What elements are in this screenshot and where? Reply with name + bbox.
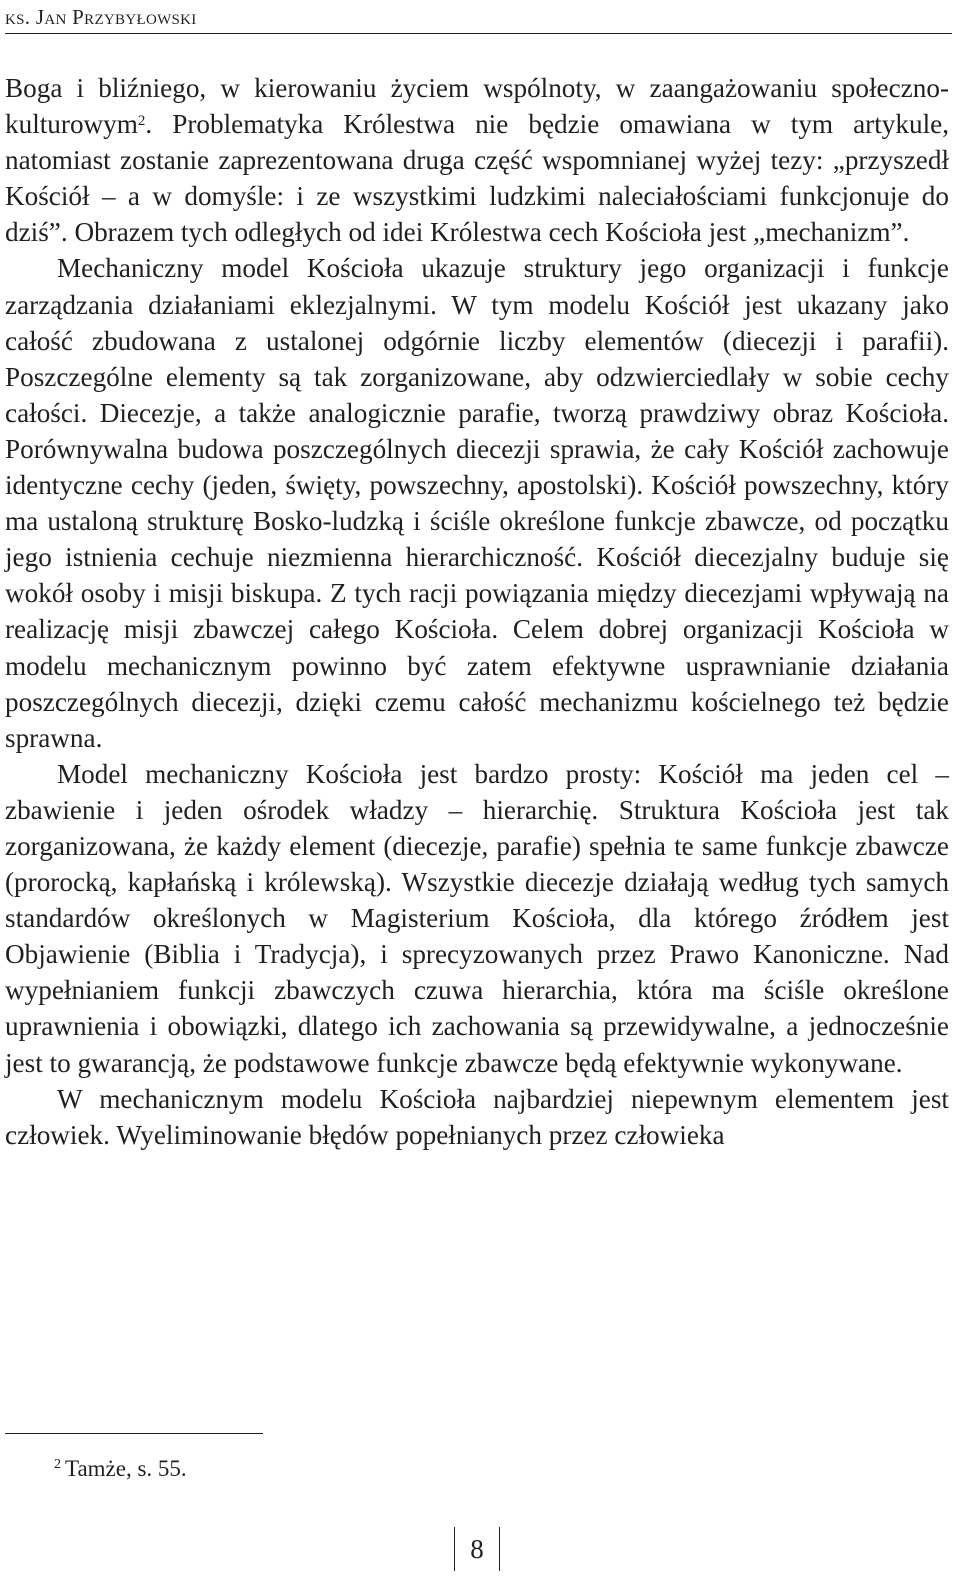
paragraph-3: Model mechaniczny Kościoła jest bardzo prosty: Kościół ma jeden cel – zbawienie i jeden ośrodek władzy – hierarchię. Struktura Kościoła jest tak zorganizowana, że każdy element (diecezje, parafie) spełnia te same funkcje zbawcze (prorocką, kapłańską i królewską). Wszystkie diecezje działają według tych samych standardów określonych w Magisterium Kościoła, dla którego źródłem jest Objawienie (Biblia i Tradycja), i sprecyzowanych przez Prawo Kanoniczne. Nad wypełnianiem funkcji zbawczych czuwa hierarchia, która ma ściśle określone uprawnienia i obowiązki, dlatego ich zachowania są przewidywalne, a jednocześnie jest to gwarancją, że podstawowe funkcje zbawcze będą efektywnie wykonywane. xyxy=(5,758,949,1078)
body-text xyxy=(5,70,949,1153)
paragraph-1 xyxy=(5,70,949,250)
footnote-text: Tamże, s. 55. xyxy=(65,1456,187,1481)
paragraph-4: W mechanicznym modelu Kościoła najbardziej niepewnym elementem jest człowiek. Wyeliminowanie błędów popełnianych przez człowieka xyxy=(5,1083,949,1150)
paragraph-1-text-a: Boga i bliźniego, w kierowaniu życiem wspólnoty, w zaangażowaniu społeczno-kulturowym xyxy=(5,73,949,140)
paragraph-2: Mechaniczny model Kościoła ukazuje struktury jego organizacji i funkcje zarządzania działaniami eklezjalnymi. W tym modelu Kościół jest ukazany jako całość zbudowana z ustalonej odgórnie liczby elementów (diecezji i parafii). Poszczególne elementy są tak zorganizowane, aby odzwierciedlały w sobie cechy całości. Diecezje, a także analogicznie parafie, tworzą prawdziwy obraz Kościoła. Porównywalna budowa poszczególnych diecezji sprawia, że cały Kościół zachowuje identyczne cechy (jeden, święty, powszechny, apostolski). Kościół powszechny, który ma ustaloną strukturę Bosko-ludzką i ściśle określone funkcje zbawcze, od początku jego istnienia cechuje niezmienna hierarchiczność. Kościół diecezjalny buduje się wokół osoby i misji biskupa. Z tych racji powiązania między diecezjami wpływają na realizację misji zbawczej całego Kościoła. Celem dobrej organizacji Kościoła w modelu mechanicznym powinno być zatem efektywne usprawnianie działania poszczególnych diecezji, dzięki czemu całość mechanizmu kościelnego też będzie sprawna. xyxy=(5,253,949,753)
footnote-reference[interactable]: 2 xyxy=(137,112,146,129)
page-number: 8 xyxy=(454,1527,500,1571)
footnote xyxy=(54,1455,187,1483)
running-head: ks. Jan Przybyłowski xyxy=(5,5,197,29)
paragraph-1-text-b: . Problematyka Królestwa nie będzie omawiana w tym artykule, natomiast zostanie zaprezentowana druga część wspomnianej wyżej tezy: „przyszedł Kościół – a w domyśle: i ze wszystkimi ludzkimi naleciałościami funkcjonuje do dziś”. Obrazem tych odległych od idei Królestwa cech Kościoła jest „mechanizm”. xyxy=(5,109,949,248)
footnote-number: 2 xyxy=(54,1457,61,1473)
header-rule xyxy=(5,33,952,34)
footnote-rule xyxy=(5,1433,263,1434)
